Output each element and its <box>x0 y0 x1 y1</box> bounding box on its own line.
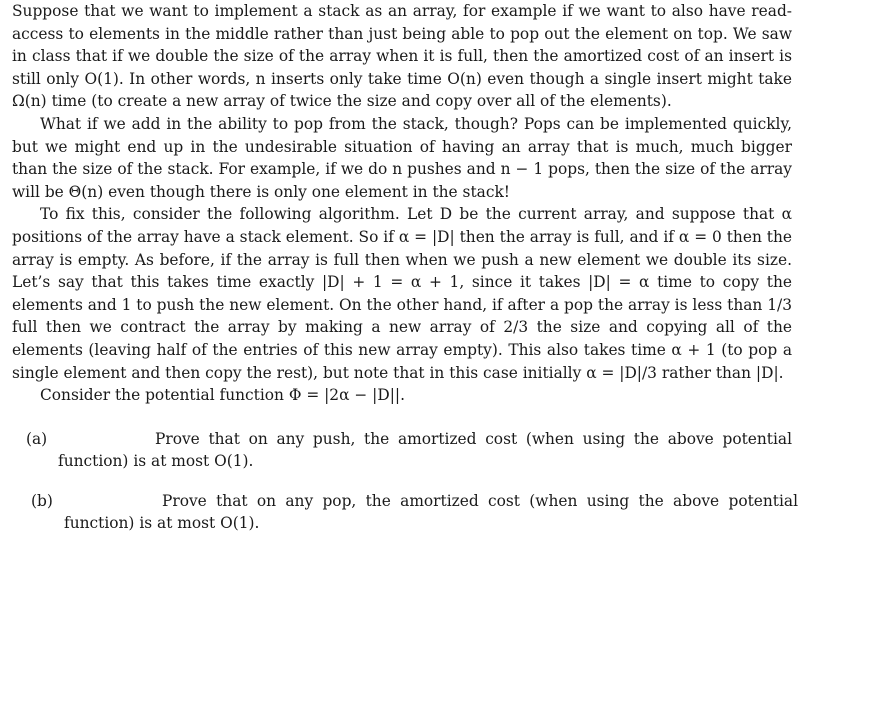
part-b-label: (b) <box>31 491 53 510</box>
part-a-text: Prove that on any push, the amortized cost (when using the above potential function) is at most O(1). <box>58 429 792 471</box>
algorithm-paragraph: To fix this, consider the following algorithm. Let D be the current array, and suppose that α positions of the array have a stack element. So if α = |D| then the array is full, and if α = 0 then the array is empty. As before, if the array is full then when we push a new element we double its size. Let’s say that this takes time exactly |D| + 1 = α + 1, since it takes |D| = α time to copy the elements and 1 to push the new element. On the other hand, if after a pop the array is less than 1/3 full then we contract the array by making a new array of 2/3 the size and copying all of the elements (leaving half of the entries of this new array empty). This also takes time α + 1 (to pop a single element and then copy the rest), but note that in this case initially α = |D|/3 rather than |D|. <box>12 205 792 382</box>
potential-function-line: Consider the potential function Φ = |2α − |D||. <box>40 386 405 405</box>
question-part-a <box>12 428 792 473</box>
part-a-label: (a) <box>26 429 48 448</box>
question-part-b <box>12 490 798 535</box>
pop-paragraph: What if we add in the ability to pop from the stack, though? Pops can be implemented quickly, but we might end up in the undesirable situation of having an array that is much, much bigger than the size of the stack. For example, if we do n pushes and n − 1 pops, then the size of the array will be Θ(n) even though there is only one element in the stack! <box>12 114 792 201</box>
part-b-text: Prove that on any pop, the amortized cost (when using the above potential function) is at most O(1). <box>64 491 798 533</box>
problem-text <box>12 0 798 535</box>
intro-paragraph: Suppose that we want to implement a stack as an array, for example if we want to also have read-access to elements in the middle rather than just being able to pop out the element on top. We saw in class that if we double the size of the array when it is full, then the amortized cost of an insert is still only O(1). In other words, n inserts only take time O(n) even though a single insert might take Ω(n) time (to create a new array of twice the size and copy over all of the elements). <box>12 2 792 111</box>
